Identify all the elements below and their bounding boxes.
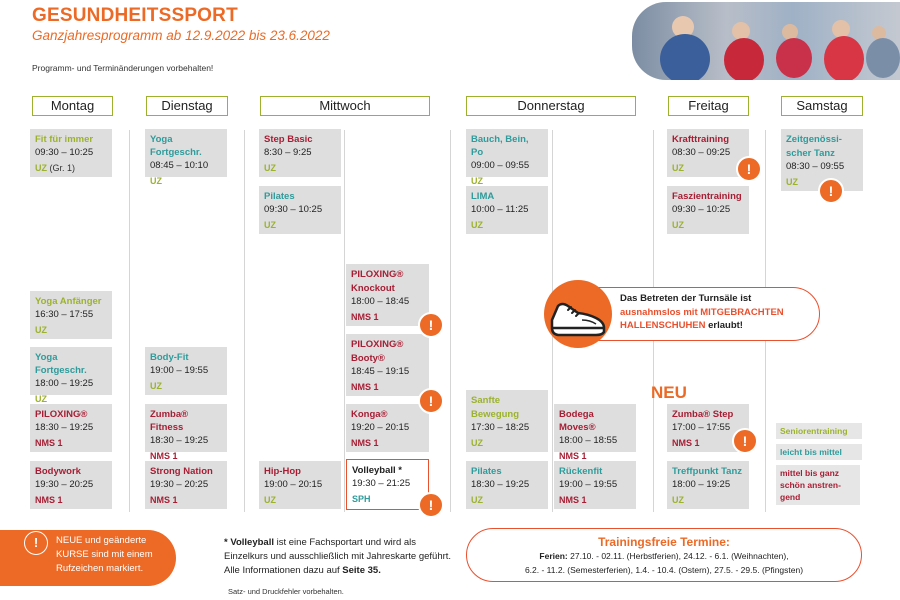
new-courses-notice-text: NEUE und geänderte KURSE sind mit einem Rufzeichen markiert. xyxy=(56,535,153,574)
shoe-notice-line1: Das Betreten der Turnsäle ist xyxy=(620,293,752,304)
course-group: (Gr. 1) xyxy=(49,162,76,173)
course-location: UZ xyxy=(786,176,798,187)
course-card[interactable] xyxy=(346,264,429,326)
shoe-notice-line2b: MITGEBRACHTEN xyxy=(700,306,784,318)
course-name: PILOXING® xyxy=(351,269,404,280)
exclamation-icon: ! xyxy=(418,312,444,338)
day-header-samstag: Samstag xyxy=(781,96,863,116)
course-name: Faszientraining xyxy=(672,191,742,202)
shoe-icon xyxy=(544,280,612,348)
volleyball-note xyxy=(224,536,460,578)
exclamation-icon: ! xyxy=(24,531,48,555)
course-name-line2: Bewegung xyxy=(471,409,520,420)
course-card[interactable] xyxy=(145,347,227,395)
course-time: 08:30 – 09:55 xyxy=(786,161,845,172)
column-divider xyxy=(450,130,451,512)
course-card[interactable] xyxy=(30,347,112,404)
course-card[interactable] xyxy=(30,461,112,509)
course-location: NMS 1 xyxy=(559,494,587,505)
course-location: NMS 1 xyxy=(351,381,379,392)
day-header-donnerstag: Donnerstag xyxy=(466,96,636,116)
course-time: 09:00 – 09:55 xyxy=(471,160,530,171)
course-time: 18:00 – 19:25 xyxy=(35,378,94,389)
legend-easy: leicht bis mittel xyxy=(776,444,862,460)
course-card[interactable] xyxy=(346,334,429,396)
course-location: NMS 1 xyxy=(35,437,63,448)
course-card[interactable] xyxy=(259,186,341,234)
holidays-box xyxy=(466,528,862,582)
exclamation-icon: ! xyxy=(418,388,444,414)
course-name: Fit für immer xyxy=(35,134,94,145)
exclamation-icon: ! xyxy=(736,156,762,182)
course-location: UZ xyxy=(264,219,276,230)
course-name: Bodywork xyxy=(35,466,81,477)
course-card[interactable] xyxy=(145,461,227,509)
legend-hard: mittel bis ganz schön anstren-gend xyxy=(776,465,860,505)
course-name: Yoga Anfänger xyxy=(35,296,102,307)
day-header-freitag: Freitag xyxy=(668,96,749,116)
course-location: NMS 1 xyxy=(150,450,178,461)
new-badge: NEU xyxy=(651,383,687,402)
course-time: 19:30 – 20:25 xyxy=(150,479,209,490)
holidays-line1 xyxy=(467,551,861,561)
course-name: Zumba® Step xyxy=(672,409,734,420)
course-location: UZ xyxy=(35,393,47,404)
course-card[interactable] xyxy=(466,461,548,509)
course-name-line2: Knockout xyxy=(351,283,395,294)
course-name: PILOXING® xyxy=(35,409,88,420)
holidays-title: Trainingsfreie Termine: xyxy=(598,535,730,549)
course-name: Yoga Fortgeschr. xyxy=(35,352,87,376)
course-time: 18:30 – 19:25 xyxy=(35,422,94,433)
course-card[interactable] xyxy=(667,186,749,234)
change-note: Programm- und Terminänderungen vorbehalten! xyxy=(32,63,214,73)
course-time: 18:00 – 19:25 xyxy=(672,479,731,490)
course-time: 19:30 – 20:25 xyxy=(35,479,94,490)
course-name: PILOXING® xyxy=(351,339,404,350)
legend-senior: Seniorentraining xyxy=(776,423,862,439)
page-subtitle: Ganzjahresprogramm ab 12.9.2022 bis 23.6.2022 xyxy=(32,28,330,43)
course-time: 08:45 – 10:10 xyxy=(150,160,209,171)
shoe-notice-text xyxy=(620,292,810,333)
shoe-notice-line3a: HALLENSCHUHEN xyxy=(620,320,706,331)
course-time: 09:30 – 10:25 xyxy=(264,204,323,215)
course-card[interactable] xyxy=(466,186,548,234)
course-location: UZ xyxy=(672,494,684,505)
course-name: Bauch, Bein, Po xyxy=(471,134,529,158)
course-time: 18:00 – 18:55 xyxy=(559,435,618,446)
course-card[interactable] xyxy=(667,461,749,509)
course-location: UZ xyxy=(471,175,483,186)
exclamation-icon: ! xyxy=(818,178,844,204)
volleyball-note-page: Seite 35. xyxy=(342,565,381,576)
course-location: UZ xyxy=(672,162,684,173)
course-location: UZ xyxy=(264,162,276,173)
course-time: 19:00 – 20:15 xyxy=(264,479,323,490)
course-name-line2: Booty® xyxy=(351,353,385,364)
course-card[interactable] xyxy=(259,461,341,509)
course-card-volleyball[interactable] xyxy=(346,459,429,510)
course-card[interactable] xyxy=(259,129,341,177)
course-name: Bodega Moves® xyxy=(559,409,596,433)
course-name: Zeitgenössi- xyxy=(786,134,842,145)
page-title: GESUNDHEITSSPORT xyxy=(32,5,238,26)
course-location: NMS 1 xyxy=(351,311,379,322)
holidays-line2: 6.2. - 11.2. (Semesterferien), 1.4. - 10.4. (Ostern), 27.5. - 29.5. (Pfingsten) xyxy=(524,565,804,575)
course-time: 18:30 – 19:25 xyxy=(150,435,209,446)
course-time: 17:00 – 17:55 xyxy=(672,422,731,433)
course-time: 16:30 – 17:55 xyxy=(35,309,94,320)
course-time: 18:45 – 19:15 xyxy=(351,366,410,377)
shoe-notice-line2a: ausnahmslos mit xyxy=(620,306,701,318)
course-time: 09:30 – 10:25 xyxy=(35,147,94,158)
course-card[interactable] xyxy=(145,129,227,186)
course-location: UZ xyxy=(471,437,483,448)
course-name: Konga® xyxy=(351,409,388,420)
course-time: 19:00 – 19:55 xyxy=(150,365,209,376)
course-location: UZ xyxy=(150,380,162,391)
course-card[interactable] xyxy=(554,404,636,461)
print-errors-note: Satz- und Druckfehler vorbehalten. xyxy=(228,587,344,596)
course-card[interactable] xyxy=(554,461,636,509)
course-time: 10:00 – 11:25 xyxy=(471,204,529,215)
course-time: 19:00 – 19:55 xyxy=(559,479,618,490)
course-location: UZ (Gr. 1) xyxy=(35,162,76,173)
course-name: Treffpunkt Tanz xyxy=(672,466,743,477)
course-name: Step Basic xyxy=(264,134,313,145)
course-location: SPH xyxy=(352,493,371,504)
course-name: Sanfte xyxy=(471,395,501,406)
course-location: NMS 1 xyxy=(351,437,379,448)
column-divider xyxy=(244,130,245,512)
course-location: NMS 1 xyxy=(35,494,63,505)
course-location: UZ xyxy=(471,219,483,230)
course-time: 08:30 – 09:25 xyxy=(672,147,731,158)
exclamation-icon: ! xyxy=(418,492,444,518)
column-divider xyxy=(344,130,345,512)
course-name: LIMA xyxy=(471,191,495,202)
course-name: Volleyball * xyxy=(352,465,402,476)
course-name-line2: scher Tanz xyxy=(786,148,835,159)
holidays-label: Ferien: xyxy=(539,551,568,561)
course-location: UZ xyxy=(471,494,483,505)
course-time: 09:30 – 10:25 xyxy=(672,204,731,215)
course-card[interactable] xyxy=(466,390,548,452)
course-time: 18:00 – 18:45 xyxy=(351,296,410,307)
holidays-dates1: 27.10. - 02.11. (Herbstferien), 24.12. - 6.1. (Weihnachten), xyxy=(567,551,789,561)
course-name: Krafttraining xyxy=(672,134,729,145)
course-card[interactable] xyxy=(466,129,548,186)
shoe-notice-line3b: erlaubt! xyxy=(705,320,743,331)
course-time: 19:30 – 21:25 xyxy=(352,478,411,489)
course-name: Yoga Fortgeschr. xyxy=(150,134,202,158)
course-time: 19:20 – 20:15 xyxy=(351,422,410,433)
course-location: NMS 1 xyxy=(559,450,587,461)
day-header-mittwoch: Mittwoch xyxy=(260,96,430,116)
course-location: NMS 1 xyxy=(672,437,700,448)
course-location: NMS 1 xyxy=(150,494,178,505)
day-header-montag: Montag xyxy=(32,96,113,116)
course-name: Pilates xyxy=(264,191,295,202)
header-photo xyxy=(632,2,900,80)
course-location: UZ xyxy=(672,219,684,230)
course-location: UZ xyxy=(150,175,162,186)
course-time: 18:30 – 19:25 xyxy=(471,479,530,490)
course-card[interactable] xyxy=(30,404,112,452)
volleyball-note-label: * Volleyball xyxy=(224,537,274,548)
course-name: Body-Fit xyxy=(150,352,189,363)
course-card[interactable] xyxy=(346,404,429,452)
course-card[interactable] xyxy=(145,404,227,461)
course-name: Pilates xyxy=(471,466,502,477)
course-name: Zumba® Fitness xyxy=(150,409,189,433)
course-location: UZ xyxy=(35,324,47,335)
course-time: 8:30 – 9:25 xyxy=(264,147,312,158)
course-name: Strong Nation xyxy=(150,466,213,477)
course-location: UZ xyxy=(264,494,276,505)
exclamation-icon: ! xyxy=(732,428,758,454)
volleyball-note-text: ist eine Fachsportart und wird als Einzelkurs und ausschließlich mit Jahreskarte geführt. Alle Informationen dazu auf xyxy=(224,537,452,576)
column-divider xyxy=(129,130,130,512)
course-name: Hip-Hop xyxy=(264,466,301,477)
course-name: Rückenfit xyxy=(559,466,603,477)
course-card[interactable] xyxy=(30,291,112,339)
day-header-dienstag: Dienstag xyxy=(146,96,228,116)
course-card[interactable] xyxy=(30,129,112,177)
course-time: 17:30 – 18:25 xyxy=(471,422,530,433)
